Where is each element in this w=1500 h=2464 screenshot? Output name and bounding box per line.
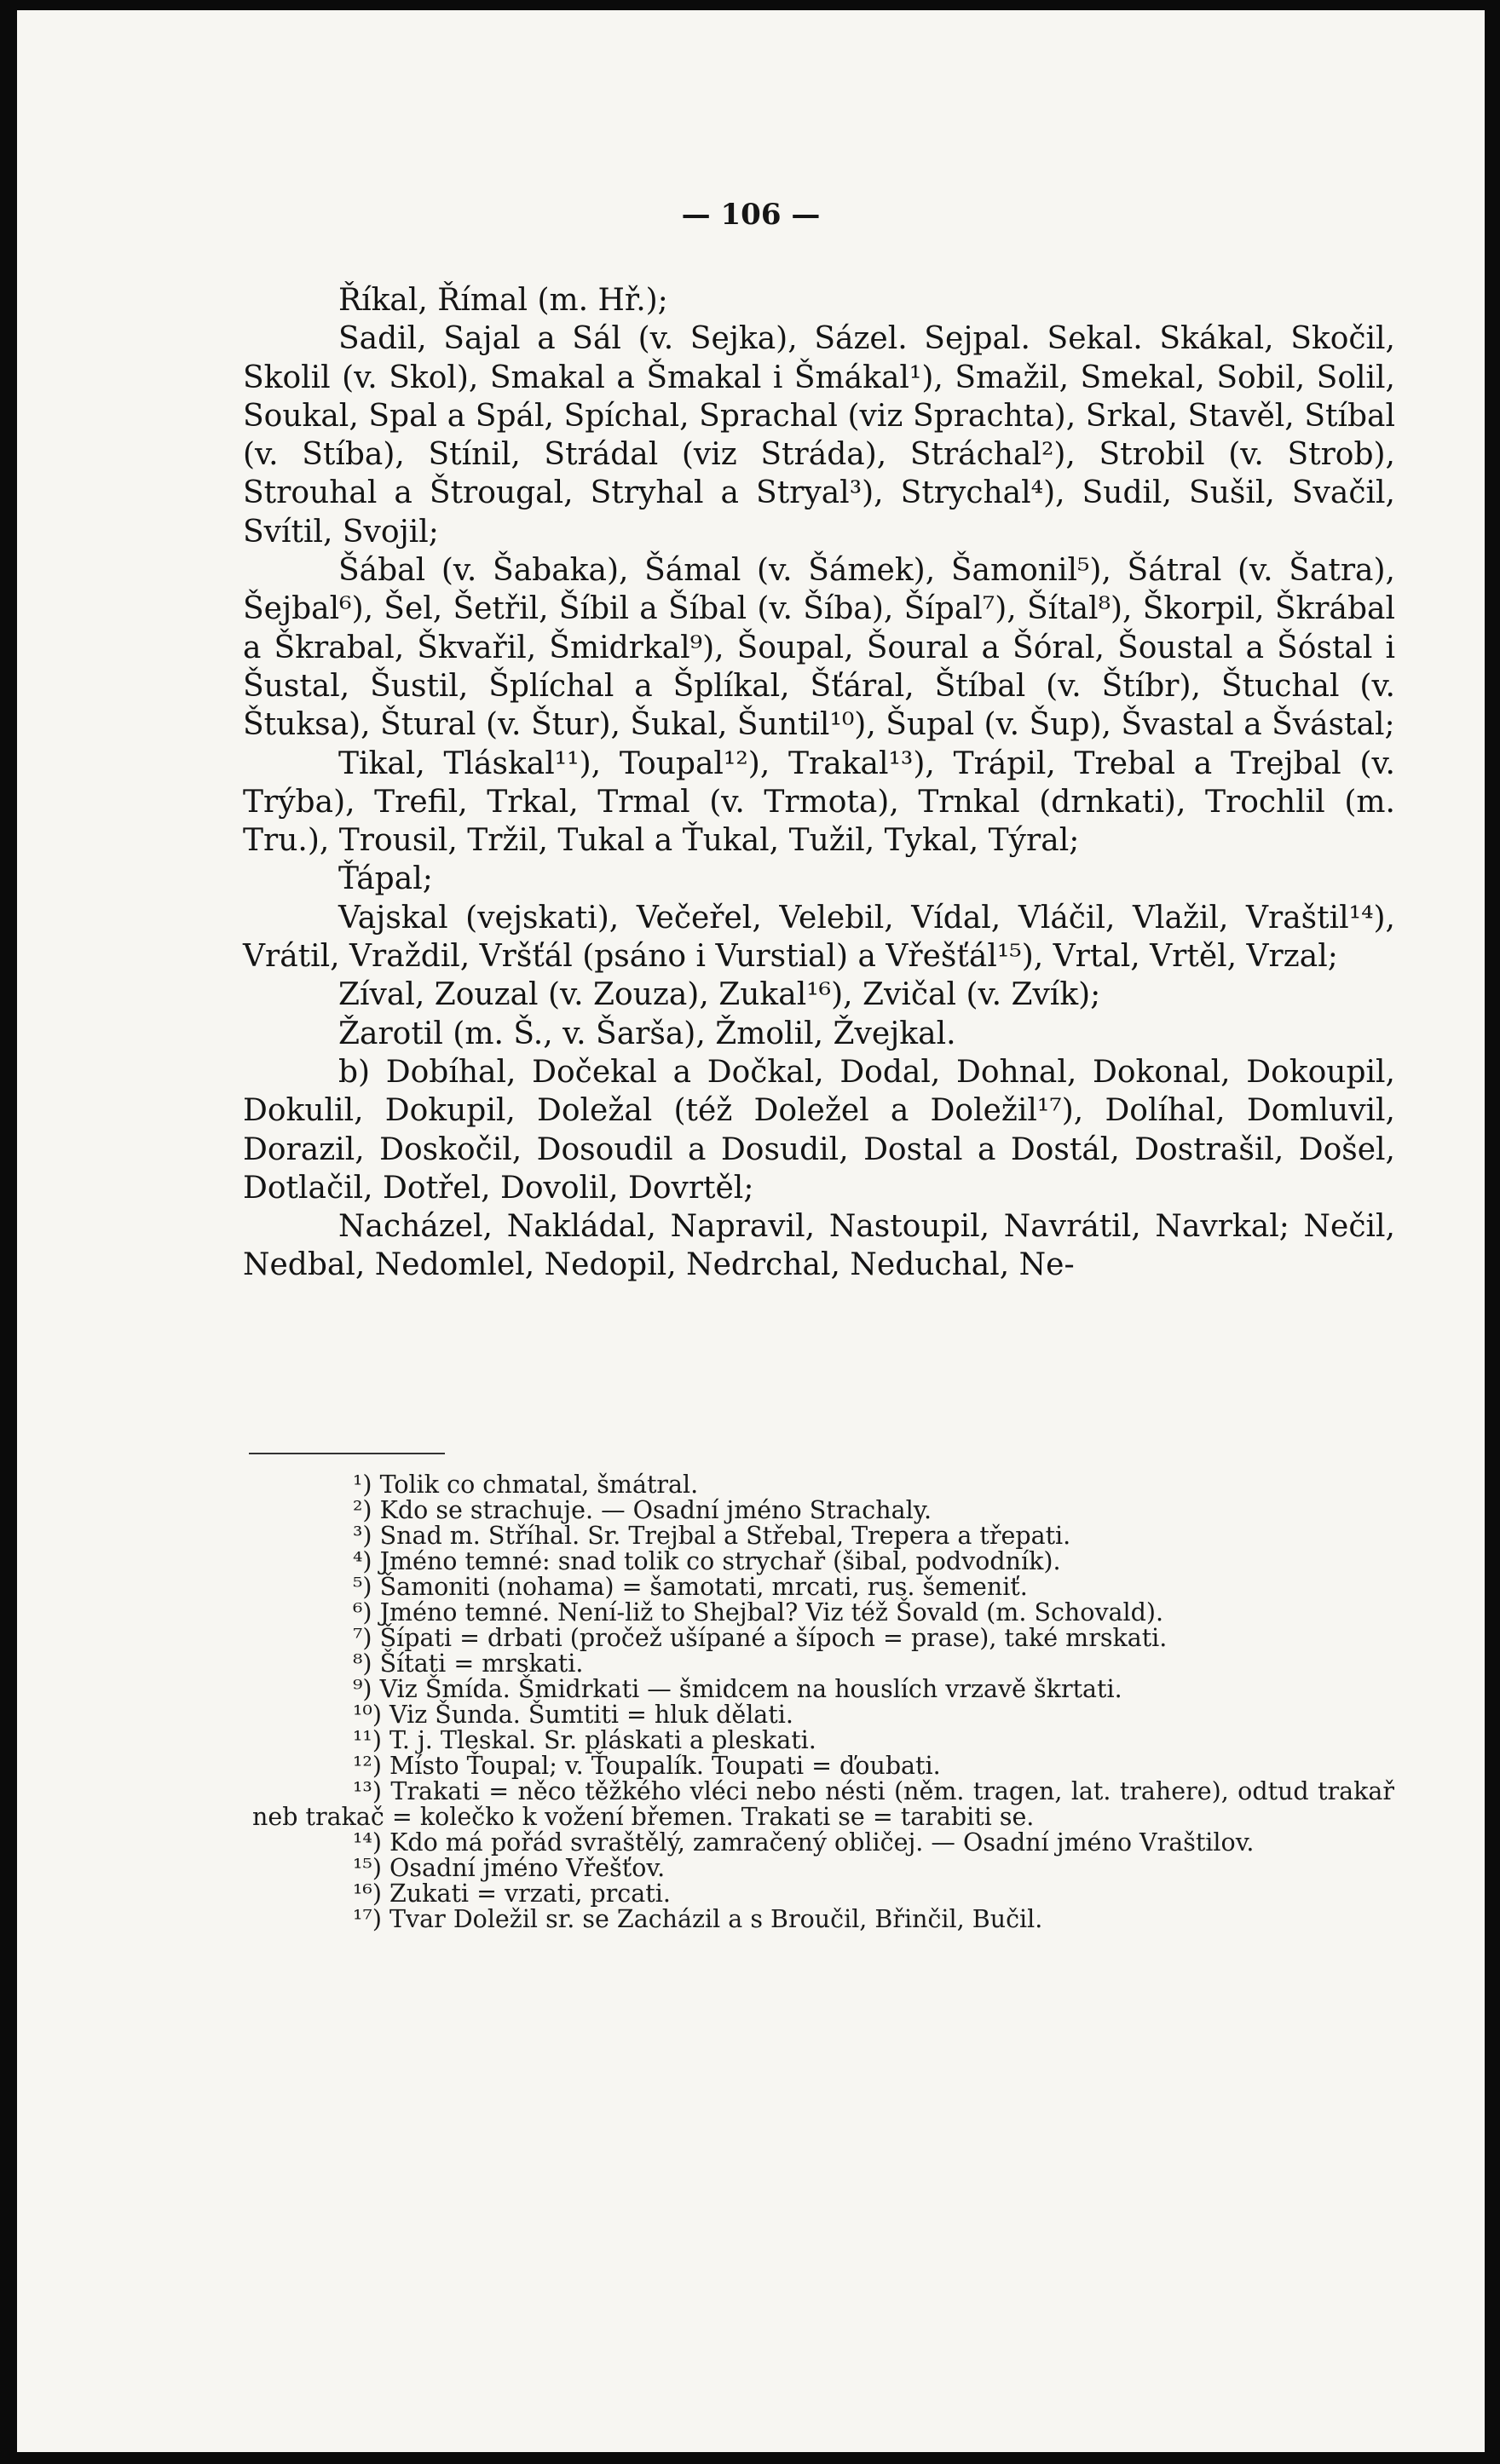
footnote: ⁷) Šípati = drbati (pročež ušípané a šípoch = prase), také mrskati. xyxy=(353,1624,1168,1652)
footnote: ¹⁰) Viz Šunda. Šumtiti = hluk dělati. xyxy=(353,1701,793,1729)
footnote: ⁶) Jméno temné. Není-liž to Shejbal? Viz též Šovald (m. Schovald). xyxy=(353,1598,1164,1626)
main-text xyxy=(243,281,1395,1285)
footnote: ¹) Tolik co chmatal, šmátral. xyxy=(353,1471,699,1499)
page-number: — 106 — xyxy=(681,198,821,232)
paragraph-sh: Šábal (v. Šabaka), Šámal (v. Šámek), Šamonil⁵), Šátral (v. Šatra), Šejbal⁶), Šel, Šetřil, Šíbil a Šíbal (v. Šíba), Šípal⁷), Šítal⁸), Škorpil, Škrábal a Škrabal, Škvařil, Šmidrkal⁹), Šoupal, Šoural a Šóral, Šoustal a Šóstal i Šustal, Šustil, Šplíchal a Šplíkal, Šťáral, Štíbal (v. Štíbr), Štuchal (v. Štuksa), Štural (v. Štur), Šukal, Šuntil¹⁰), Šupal (v. Šup), Švastal a Švástal; xyxy=(243,553,1395,743)
document-page xyxy=(17,10,1485,2452)
footnote: ²) Kdo se strachuje. — Osadní jméno Strachaly. xyxy=(353,1496,932,1524)
footnote: ¹¹) T. j. Tleskal. Sr. pláskati a pleskati. xyxy=(353,1726,816,1754)
paragraph-n: Nacházel, Nakládal, Napravil, Nastoupil, Navrátil, Navrkal; Nečil, Nedbal, Nedomlel, Nedopil, Nedrchal, Neduchal, Ne- xyxy=(243,1209,1395,1283)
paragraph-r: Říkal, Římal (m. Hř.); xyxy=(338,283,668,318)
footnotes xyxy=(252,1472,1394,1932)
footnote: ¹⁴) Kdo má pořád svraštělý, zamračený obličej. — Osadní jméno Vraštilov. xyxy=(353,1828,1255,1857)
footnote: ¹⁵) Osadní jméno Vřešťov. xyxy=(353,1854,666,1882)
footnote: ⁸) Šítati = mrskati. xyxy=(353,1649,584,1678)
paragraph-v: Vajskal (vejskati), Večeřel, Velebil, Vídal, Vláčil, Vlažil, Vraštil¹⁴), Vrátil, Vraždil, Vršťál (psáno i Vurstial) a Vřešťál¹⁵), Vrtal, Vrtěl, Vrzal; xyxy=(243,900,1395,975)
footnote: ⁵) Šamoniti (nohama) = šamotati, mrcati, rus. šemeniť. xyxy=(353,1573,1028,1601)
footnote: ¹⁷) Tvar Doležil sr. se Zacházil a s Broučil, Břinčil, Bučil. xyxy=(353,1905,1043,1933)
footnote: ¹²) Místo Ťoupal; v. Ťoupalík. Toupati = ďoubati. xyxy=(353,1752,941,1780)
footnote: ¹³) Trakati = něco těžkého vléci nebo nésti (něm. tragen, lat. trahere), odtud trakař neb trakač = kolečko k vožení břemen. Trakati se = tarabiti se. xyxy=(252,1777,1394,1831)
paragraph-zh: Žarotil (m. Š., v. Šarša), Žmolil, Žvejkal. xyxy=(338,1016,956,1051)
footnote: ⁹) Viz Šmída. Šmidrkati — šmidcem na houslích vrzavě škrtati. xyxy=(353,1675,1122,1703)
footnote: ¹⁶) Zukati = vrzati, prcati. xyxy=(353,1880,671,1908)
paragraph-tj: Ťápal; xyxy=(338,861,433,897)
footnote: ⁴) Jméno temné: snad tolik co strychař (šibal, podvodník). xyxy=(353,1547,1061,1575)
paragraph-b: b) Dobíhal, Dočekal a Dočkal, Dodal, Dohnal, Dokonal, Dokoupil, Dokulil, Dokupil, Doležal (též Doležel a Doležil¹⁷), Dolíhal, Domluvil, Dorazil, Doskočil, Dosoudil a Dosudil, Dostal a Dostál, Dostrašil, Došel, Dotlačil, Dotřel, Dovolil, Dovrtěl; xyxy=(243,1054,1395,1206)
paragraph-s: Sadil, Sajal a Sál (v. Sejka), Sázel. Sejpal. Sekal. Skákal, Skočil, Skolil (v. Skol), Smakal a Šmakal i Šmákal¹), Smažil, Smekal, Sobil, Solil, Soukal, Spal a Spál, Spíchal, Sprachal (viz Sprachta), Srkal, Stavěl, Stíbal (v. Stíba), Stínil, Strádal (viz Stráda), Stráchal²), Strobil (v. Strob), Strouhal a Štrougal, Stryhal a Stryal³), Strychal⁴), Sudil, Sušil, Svačil, Svítil, Svojil; xyxy=(243,321,1395,550)
footnote: ³) Snad m. Stříhal. Sr. Trejbal a Střebal, Trepera a třepati. xyxy=(353,1522,1071,1550)
paragraph-z: Zíval, Zouzal (v. Zouza), Zukal¹⁶), Zvičal (v. Zvík); xyxy=(338,977,1101,1013)
footnote-rule xyxy=(249,1453,445,1454)
paragraph-t: Tikal, Tláskal¹¹), Toupal¹²), Trakal¹³), Trápil, Trebal a Trejbal (v. Trýba), Trefil, Trkal, Trmal (v. Trmota), Trnkal (drnkati), Trochlil (m. Tru.), Trousil, Tržil, Tukal a Ťukal, Tužil, Tykal, Týral; xyxy=(243,746,1395,859)
